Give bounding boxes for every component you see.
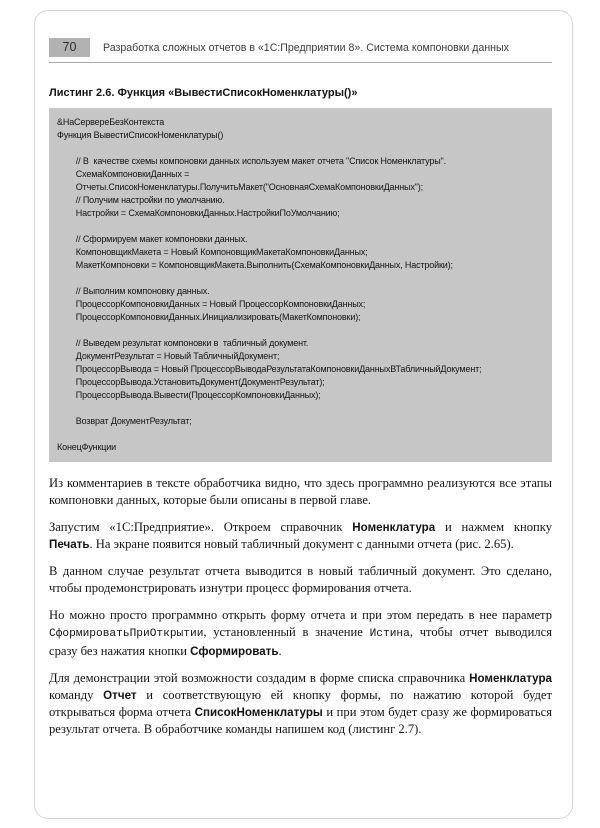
- code-line: // Получим настройки по умолчанию.: [57, 195, 225, 205]
- code-line: СхемаКомпоновкиДанных =: [57, 169, 190, 179]
- code-line: КомпоновщикМакета = Новый КомпоновщикМакетаКомпоновкиДанных;: [57, 247, 368, 257]
- emphasis-bold: СписокНоменклатуры: [194, 706, 323, 719]
- listing-caption: [49, 87, 552, 99]
- listing-caption-text: Функция «ВывестиСписокНоменклатуры()»: [117, 87, 358, 99]
- emphasis-bold: Печать: [49, 538, 90, 551]
- text-segment: , установленный в значение: [203, 625, 370, 639]
- code-line: // Выполним компоновку данных.: [57, 286, 210, 296]
- emphasis-mono: Истина: [369, 628, 410, 640]
- page-content: [35, 11, 572, 738]
- page-number: 70: [49, 38, 90, 57]
- code-line: Возврат ДокументРезультат;: [57, 416, 192, 426]
- code-line: ПроцессорВывода = Новый ПроцессорВыводаРезультатаКомпоновкиДанныхВТабличныйДокумент;: [57, 364, 482, 374]
- code-line: // Выведем результат компоновки в табличный документ.: [57, 338, 309, 348]
- text-segment: , чтобы отчет выводился сразу без нажатия кнопки: [49, 625, 552, 658]
- code-line: Настройки = СхемаКомпоновкиДанных.НастройкиПоУмолчанию;: [57, 208, 340, 218]
- code-line: // Сформируем макет компоновки данных.: [57, 234, 248, 244]
- emphasis-bold: Номенклатура: [352, 521, 436, 534]
- text-segment: В данном случае результат отчета выводится в новый табличный документ. Это сделано, чтобы продемонстрировать изнутри процесс формирования отчета.: [49, 564, 552, 595]
- paragraph: [49, 607, 552, 660]
- emphasis-mono: СформироватьПриОткрытии: [49, 628, 204, 640]
- code-line: ДокументРезультат = Новый ТабличныйДокумент;: [57, 351, 280, 361]
- page-frame: [34, 10, 573, 819]
- text-segment: Запустим «1С:Предприятие». Откроем справочник: [49, 520, 353, 534]
- code-line: ПроцессорВывода.Вывести(ПроцессорКомпоновкиДанных);: [57, 390, 321, 400]
- code-line: ПроцессорКомпоновкиДанных = Новый ПроцессорКомпоновкиДанных;: [57, 299, 366, 309]
- code-line: [57, 402, 544, 415]
- listing-caption-label: Листинг 2.6.: [49, 87, 115, 99]
- code-line: // В качестве схемы компоновки данных используем макет отчета "Список Номенклатуры".: [57, 156, 446, 166]
- text-segment: и при этом будет сразу же формироваться результат отчета. В обработчике команды напишем код (листинг 2.7).: [49, 705, 552, 736]
- text-segment: команду: [49, 688, 104, 702]
- text-segment: .: [278, 644, 282, 658]
- paragraph: [49, 519, 552, 553]
- emphasis-bold: Отчет: [103, 689, 137, 702]
- page-header: [49, 38, 552, 57]
- text-segment: . На экране появится новый табличный документ с данными отчета (рис. 2.65).: [89, 537, 514, 551]
- text-segment: Для демонстрации этой возможности создадим в форме списка справочника: [49, 671, 470, 685]
- header-title: Разработка сложных отчетов в «1С:Предприятии 8». Система компоновки данных: [103, 41, 509, 54]
- code-line: [57, 324, 544, 337]
- emphasis-bold: Номенклатура: [469, 672, 552, 685]
- code-line: ПроцессорВывода.УстановитьДокумент(ДокументРезультат);: [57, 377, 325, 387]
- paragraph: [49, 670, 552, 738]
- paragraph: [49, 475, 552, 509]
- code-line: [57, 142, 544, 155]
- code-line: [57, 272, 544, 285]
- code-line: [57, 220, 544, 233]
- code-line: МакетКомпоновки = КомпоновщикМакета.Выполнить(СхемаКомпоновкиДанных, Настройки);: [57, 260, 453, 270]
- text-segment: и соответствующую ей кнопку формы, по нажатию которой будет открываться форма отчета: [49, 688, 552, 719]
- text-segment: и нажмем кнопку: [435, 520, 552, 534]
- header-rule: [49, 62, 552, 63]
- code-block: [49, 108, 552, 462]
- code-line: [57, 428, 544, 441]
- code-line: &НаСервереБезКонтекста: [57, 117, 165, 127]
- code-line: ПроцессорКомпоновкиДанных.Инициализировать(МакетКомпоновки);: [57, 312, 361, 322]
- code-line: Отчеты.СписокНоменклатуры.ПолучитьМакет("ОсновнаяСхемаКомпоновкиДанных");: [57, 182, 423, 192]
- text-segment: Но можно просто программно открыть форму отчета и при этом передать в нее параметр: [49, 608, 552, 622]
- code-line: Функция ВывестиСписокНоменклатуры(): [57, 130, 224, 140]
- text-segment: Из комментариев в тексте обработчика видно, что здесь программно реализуются все этапы компоновки данных, которые были описаны в первой главе.: [49, 476, 552, 507]
- paragraph: [49, 563, 552, 597]
- emphasis-bold: Сформировать: [190, 645, 279, 658]
- code-line: КонецФункции: [57, 442, 117, 452]
